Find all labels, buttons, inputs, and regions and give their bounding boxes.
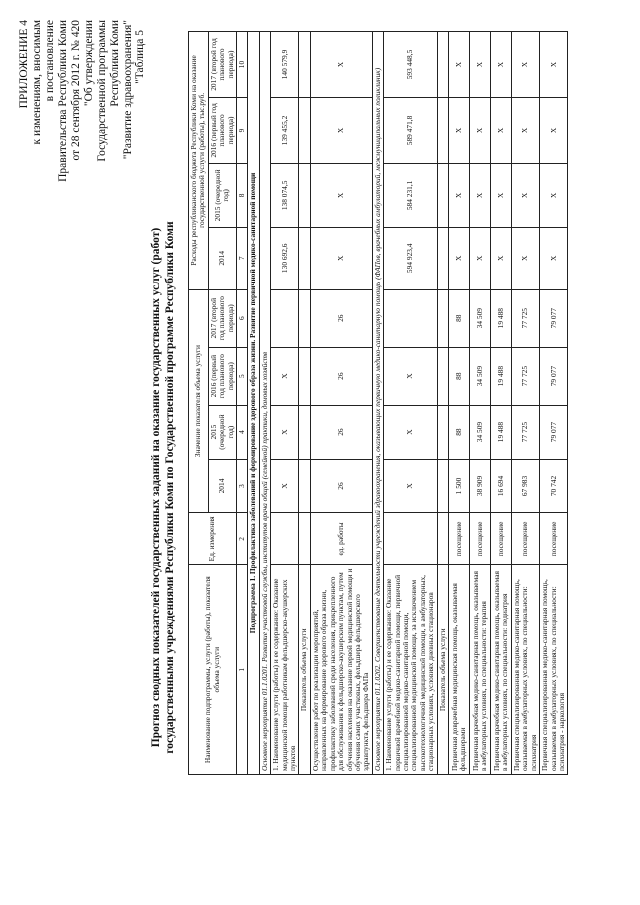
row-cost: X	[448, 163, 469, 227]
service-cost: 593 448,5	[384, 32, 437, 98]
work-volume: 26	[310, 405, 372, 459]
forecast-table	[188, 31, 568, 775]
column-number: 10	[237, 32, 248, 98]
service-cost: 140 579,9	[271, 32, 299, 98]
service-volume	[271, 289, 299, 347]
service-unit	[271, 513, 299, 565]
row-cost: X	[511, 163, 539, 227]
header-row	[189, 32, 209, 775]
table-label: "Таблица 5	[134, 30, 146, 84]
document-title: Прогноз сводных показателей государственных заданий на оказание государственных услуг (работ) государственными учреждениями Республики Коми по Государственной программе Республики Коми	[150, 221, 176, 754]
row-cost: X	[540, 227, 568, 289]
appendix-line: ПРИЛОЖЕНИЕ 4	[18, 20, 30, 109]
column-number: 9	[237, 98, 248, 164]
table-row	[511, 32, 539, 775]
service-cost: 594 923,4	[384, 227, 437, 289]
row-volume: 34 509	[469, 405, 490, 459]
row-name: Первичная врачебная медико-санитарная помощь, оказываемая в амбулаторных условиях, по специальности: терапия	[469, 565, 490, 775]
work-cost: X	[310, 32, 372, 98]
row-volume: 77 725	[511, 289, 539, 347]
service-volume: X	[271, 405, 299, 459]
column-number: 3	[237, 459, 248, 513]
row-volume: 88	[448, 347, 469, 405]
header-year: 2014	[208, 459, 236, 513]
row-volume: 79 077	[540, 405, 568, 459]
service-cost: 584 231,1	[384, 163, 437, 227]
row-volume: 70 742	[540, 459, 568, 513]
row-cost: X	[469, 98, 490, 164]
column-number: 2	[237, 513, 248, 565]
row-cost: X	[490, 227, 511, 289]
service-volume: X	[384, 347, 437, 405]
header-year: 2016 (первый год планового периода)	[208, 98, 236, 164]
appendix-line: "Об утверждении	[83, 20, 95, 107]
table-row	[448, 32, 469, 775]
event-row	[259, 32, 270, 775]
header-volume-group: Значение показателя объема услуги	[189, 289, 209, 513]
appendix-line: к изменениям, вносимым	[31, 20, 43, 145]
service-name: 1. Наименование услуги (работы) и ее содержание: Оказание первичной врачебной медико-санитарной помощи, первичной специализированной медико-санитарной помощи, специализированной медицинской помощи, за исключением высокотехнологичной медицинской помощи, в амбулаторных, стационарных условиях, условиях дневных стационаров	[384, 565, 437, 775]
service-cost: 130 692,6	[271, 227, 299, 289]
work-row	[310, 32, 372, 775]
row-cost: X	[448, 32, 469, 98]
indicator-header-row	[437, 32, 448, 775]
row-unit: посещение	[448, 513, 469, 565]
service-volume	[384, 289, 437, 347]
service-cost: 138 074,5	[271, 163, 299, 227]
row-cost: X	[469, 227, 490, 289]
table-row	[540, 32, 568, 775]
row-unit: посещение	[469, 513, 490, 565]
row-unit: посещение	[540, 513, 568, 565]
row-volume: 77 725	[511, 347, 539, 405]
column-number: 4	[237, 405, 248, 459]
row-cost: X	[540, 98, 568, 164]
work-cost: X	[310, 163, 372, 227]
indicator-header: Показатель объема услуги	[299, 565, 310, 775]
column-number: 7	[237, 227, 248, 289]
row-cost: X	[540, 32, 568, 98]
header-year: 2015 (очередной год)	[208, 405, 236, 459]
header-year: 2017 (второй год планового периода)	[208, 289, 236, 347]
subprogram-title: Подпрограмма 1. Профилактика заболеваний и формирование здорового образа жизни. Развитие первичной медико-санитарной помощи	[248, 32, 259, 775]
row-volume: 79 077	[540, 289, 568, 347]
service-unit	[384, 513, 437, 565]
row-volume: 19 488	[490, 347, 511, 405]
header-costs-group: Расходы республиканского бюджета Республики Коми на оказание государственной услуги (работы), тыс.руб.	[189, 32, 209, 290]
service-volume: X	[384, 459, 437, 513]
row-cost: X	[490, 32, 511, 98]
service-volume: X	[271, 459, 299, 513]
column-numbers-row	[237, 32, 248, 775]
work-unit: ед. работы	[310, 513, 372, 565]
row-name: Первичная специализированная медико-санитарная помощь, оказываемая в амбулаторных условиях, по специальности: психиатрия	[511, 565, 539, 775]
appendix-line: в постановление	[44, 20, 56, 102]
indicator-header-row	[299, 32, 310, 775]
work-cost: X	[310, 227, 372, 289]
header-unit: Ед. измерения	[189, 513, 237, 565]
row-cost: X	[490, 163, 511, 227]
event-title: Основное мероприятие 01.1.0202. Совершенствование деятельности учреждений здравоохранения, оказывающих первичную медико-санитарную помощь (ФАПов, врачебных амбулаторий, межмуниципальных поликлиник)	[372, 32, 383, 775]
column-number: 8	[237, 163, 248, 227]
row-cost: X	[511, 227, 539, 289]
row-cost: X	[511, 98, 539, 164]
row-volume: 16 694	[490, 459, 511, 513]
table-row	[490, 32, 511, 775]
row-volume: 88	[448, 405, 469, 459]
column-number: 1	[237, 565, 248, 775]
row-unit: посещение	[511, 513, 539, 565]
appendix-line: Правительства Республики Коми	[57, 20, 69, 182]
row-cost: X	[540, 163, 568, 227]
header-year: 2015 (очередной год)	[208, 163, 236, 227]
service-row	[271, 32, 299, 775]
header-year: 2017 (второй год планового периода)	[208, 32, 236, 98]
event-title: Основное мероприятие 01.1.0201. Развитие участковой службы, институтов врача общей (семейной) практики, домовых хозяйств	[259, 32, 270, 775]
row-cost: X	[469, 163, 490, 227]
column-number: 6	[237, 289, 248, 347]
header-year: 2014	[208, 227, 236, 289]
detail-rows	[448, 32, 567, 775]
row-cost: X	[511, 32, 539, 98]
appendix-line: Государственной программы	[96, 20, 108, 162]
appendix-line: от 28 сентября 2012 г. № 420	[70, 20, 82, 161]
row-unit: посещение	[490, 513, 511, 565]
row-volume: 19 488	[490, 289, 511, 347]
row-volume: 34 509	[469, 289, 490, 347]
work-name: Осуществление работ по реализации мероприятий, направленных на формирование здорового образа жизни, профилактику заболеваний среди населения, прикрепленного для обслуживания к фельдшерско-акушерским пунктам, путем обучения населения на оказание первой медицинской помощи и обучения самих участковых, фельдшера фельдшерского здравпункта, фельдшера ФАПа	[310, 565, 372, 775]
work-cost: X	[310, 98, 372, 164]
row-cost: X	[448, 227, 469, 289]
row-volume: 38 909	[469, 459, 490, 513]
appendix-line: "Развитие здравоохранения"	[122, 20, 134, 160]
row-volume: 77 725	[511, 405, 539, 459]
row-name: Первичная врачебная медико-санитарная помощь, оказываемая в амбулаторных условиях, по специальности: педиатрия	[490, 565, 511, 775]
row-cost: X	[490, 98, 511, 164]
service-name: 1. Наименование услуги (работы) и ее содержание: Оказание медицинской помощи работникам фельдшерско-акушерских пунктов	[271, 565, 299, 775]
work-volume: 26	[310, 459, 372, 513]
row-cost: X	[448, 98, 469, 164]
indicator-header: Показатель объема услуги	[437, 565, 448, 775]
row-volume: 67 983	[511, 459, 539, 513]
service-cost: 589 471,8	[384, 98, 437, 164]
work-volume: 26	[310, 347, 372, 405]
row-volume: 19 488	[490, 405, 511, 459]
row-volume: 1 500	[448, 459, 469, 513]
subprogram-row	[248, 32, 259, 775]
service-volume: X	[384, 405, 437, 459]
row-volume: 79 077	[540, 347, 568, 405]
appendix-line: Республики Коми	[109, 20, 121, 107]
row-volume: 34 509	[469, 347, 490, 405]
row-volume: 88	[448, 289, 469, 347]
row-name: Первичная доврачебная медицинская помощь, оказываемая фельдшерами	[448, 565, 469, 775]
service-volume: X	[271, 347, 299, 405]
service-row	[384, 32, 437, 775]
header-name: Наименование подпрограммы, услуги (работы), показателя объема услуги	[189, 565, 237, 775]
table-row	[469, 32, 490, 775]
service-cost: 139 455,2	[271, 98, 299, 164]
event-row	[372, 32, 383, 775]
header-year: 2016 (первый год планового периода)	[208, 347, 236, 405]
column-number: 5	[237, 347, 248, 405]
row-name: Первичная специализированная медико-санитарная помощь, оказываемая в амбулаторных условиях, по специальности: психиатрия - наркология	[540, 565, 568, 775]
work-volume: 26	[310, 289, 372, 347]
appendix-header	[18, 20, 135, 260]
row-cost: X	[469, 32, 490, 98]
